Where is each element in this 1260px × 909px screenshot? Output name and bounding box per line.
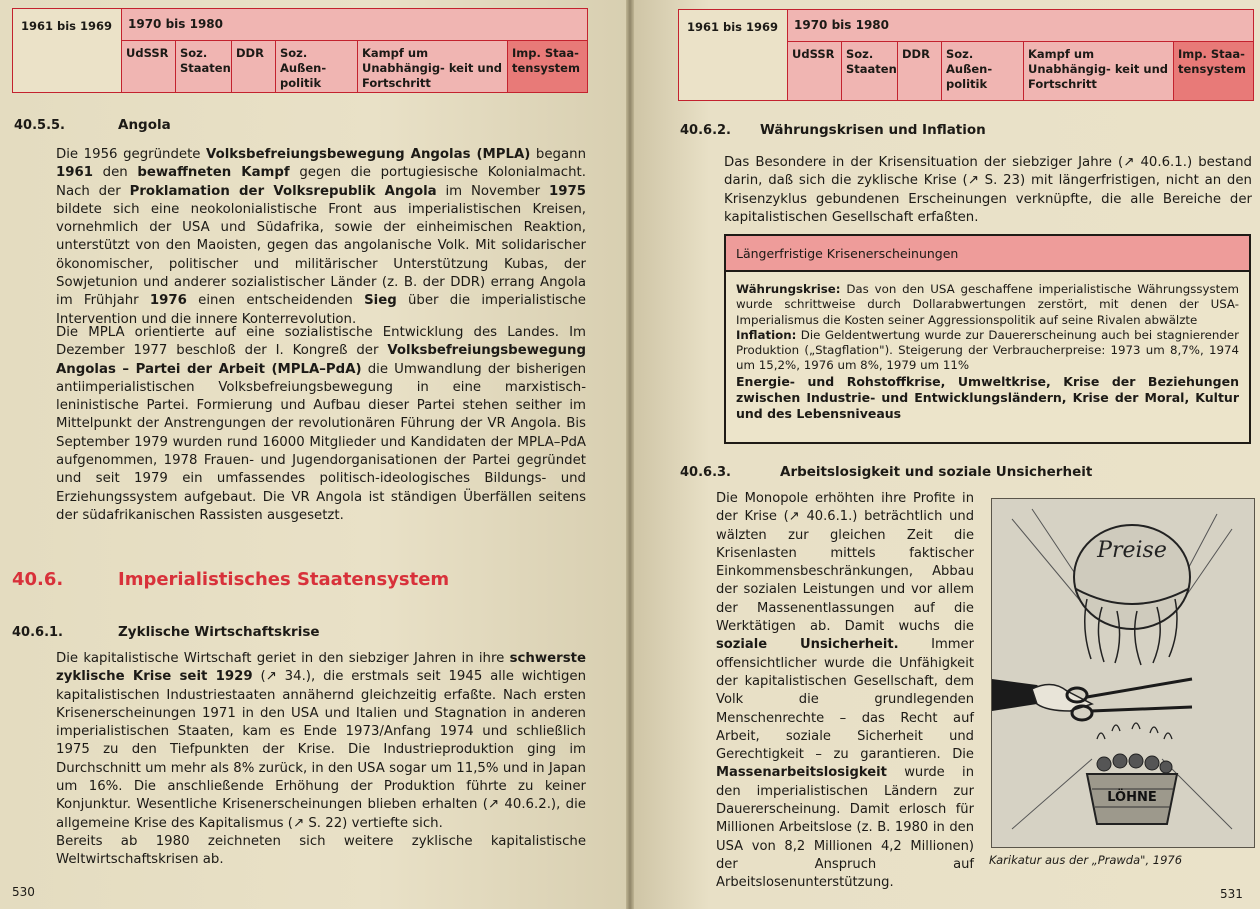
col-kampf: Kampf um Unabhängig- keit und Fortschritt <box>358 41 508 92</box>
book-gutter <box>626 0 634 909</box>
svg-text:LÖHNE: LÖHNE <box>1107 790 1157 805</box>
col-soz-staaten: Soz. Staaten <box>176 41 232 92</box>
col-imp-staatensystem: Imp. Staa- tensystem <box>1174 42 1253 100</box>
section-number-40-6-1: 40.6.1. <box>12 625 63 640</box>
paragraph-angola-2: Die MPLA orientierte auf eine sozialistische Entwicklung des Landes. Im Dezember 1977 beschloß der I. Kongreß der Volksbefreiungsbewegung Angolas – Partei der Arbeit (MPLA–PdA) die Umwandlung der bisherigen antiimperialistischen Volksbefreiungsbewegung in eine marxistisch-leninistische Partei. Formierung und Aufbau dieser Partei stehen seither im Mittelpunkt der Anstrengungen der revolutionären Führung der VR Angola. Bis September 1979 wurden rund 16000 Mitglieder und Kandidaten der MPLA–PdA aufgenommen, 1978 Frauen- und Jugendorganisationen der Partei gegründet und seit 1979 ein umfassendes politisch-ideologisches Bildungs- und Erziehungssystem aufgebaut. Die VR Angola ist ständigen Überfällen seitens der südafrikanischen Rassisten ausgesetzt. <box>56 325 586 523</box>
right-page <box>634 0 1260 909</box>
section-title-wirtschaftskrise: Zyklische Wirtschaftskrise <box>118 624 320 640</box>
paragraph-waehrungskrisen: Das Besondere in der Krisensituation der siebziger Jahre (↗ 40.6.1.) bestand darin, daß sich die zyklische Krise (↗ S. 23) mit längerfristigen, nicht an den Krisenzyklus gebundenen Erscheinungen verknüpfte, die alle Bereiche der kapitalistischen Gesellschaft erfaßten. <box>724 155 1252 225</box>
col-soz-aussenpolitik: Soz. Außen- politik <box>942 42 1024 100</box>
col-soz-aussenpolitik: Soz. Außen- politik <box>276 41 358 92</box>
period-1961-1969: 1961 bis 1969 <box>679 10 788 100</box>
left-page <box>0 0 626 909</box>
section-title-waehrungskrisen: Währungskrisen und Inflation <box>760 122 986 138</box>
cartoon-drawing <box>992 499 1254 847</box>
crisis-box <box>724 234 1251 444</box>
timeline-header <box>678 9 1254 101</box>
timeline-header <box>12 8 588 93</box>
section-number-40-6-3: 40.6.3. <box>680 465 731 480</box>
period-1970-1980: 1970 bis 1980 <box>122 9 587 41</box>
page-number: 530 <box>12 885 35 899</box>
paragraph-angola-1: Die 1956 gegründete Volksbefreiungsbewegung Angolas (MPLA) begann 1961 den bewaffneten Kampf gegen die portugiesische Kolonialmacht. Nach der Proklamation der Volksrepublik Angola im November 1975 bildete sich eine neokolonialistische Front aus imperialistischen Kreisen, vornehmlich der USA und Südafrika, sowie der einheimischen Reaktion, unterstützt von den Maoisten, gegen das angolanische Volk. Mit solidarischer ökonomischer, politischer und militärischer Unterstützung Kubas, der Sowjetunion und anderer sozialistischer Länder (z. B. der DDR) errang Angola im Frühjahr 1976 einen entscheidenden Sieg über die imperialistische Intervention und die innere Konterrevolution. <box>56 147 587 327</box>
col-ddr: DDR <box>898 42 942 100</box>
page-number: 531 <box>1220 887 1243 901</box>
paragraph-arbeitslosigkeit: Die Monopole erhöhten ihre Profite in der Krise (↗ 40.6.1.) beträchtlich und wälzten zur gleichen Zeit die Krisenlasten mittels faktischer Einkommensbeschränkungen, Abbau der sozialen Leistungen und vor allem der Massenentlassungen auf die Werktätigen ab. Damit wuchs die soziale Unsicherheit. Immer offensichtlicher wurde die Unfähigkeit der kapitalistischen Gesellschaft, dem Volk die grundlegenden Menschenrechte – das Recht auf Arbeit, soziale Sicherheit und Gerechtigkeit – zu garantieren. Die Massenarbeitslosigkeit wurde in den imperialistischen Ländern zur Dauererscheinung. Damit erlosch für Millionen Arbeitslose (z. B. 1980 in den USA von 8,2 Millionen 4,2 Millionen) der Anspruch auf Arbeitslosenunterstützung. <box>716 491 974 891</box>
section-number-40-6: 40.6. <box>12 569 64 590</box>
period-1970-1980: 1970 bis 1980 <box>788 10 1253 42</box>
crisis-box-body: Währungskrise: Das von den USA geschaffene imperialistische Währungssystem wurde schrittweise durch Dollarabwertungen zerstört, mit denen der USA-Imperialismus die Kosten seiner Aggressionspolitik auf seine Rivalen abwälzte Inflation: Die Geldentwertung wurde zur Dauererscheinung auch bei stagnierender Produktion („Stagflation"). Steigerung der Verbraucherpreise: 1973 um 8,7%, 1974 um 15,2%, 1976 um 8%, 1979 um 11% Energie- und Rohstoffkrise, Umweltkrise, Krise der Beziehungen zwischen Industrie- und Entwicklungsländern, Krise der Moral, Kultur und des Lebensniveaus <box>736 282 1239 421</box>
col-soz-staaten: Soz. Staaten <box>842 42 898 100</box>
col-ddr: DDR <box>232 41 276 92</box>
section-title-arbeitslosigkeit: Arbeitslosigkeit und soziale Unsicherheit <box>780 464 1093 480</box>
col-udssr: UdSSR <box>122 41 176 92</box>
col-kampf: Kampf um Unabhängig- keit und Fortschritt <box>1024 42 1174 100</box>
cartoon-caption: Karikatur aus der „Prawda", 1976 <box>989 853 1183 867</box>
section-number: 40.5.5. <box>14 118 65 133</box>
crisis-box-title: Längerfristige Krisenerscheinungen <box>726 236 1249 272</box>
period-1961-1969: 1961 bis 1969 <box>13 9 122 92</box>
svg-text:Preise: Preise <box>1097 538 1167 563</box>
col-udssr: UdSSR <box>788 42 842 100</box>
col-imp-staatensystem: Imp. Staa- tensystem <box>508 41 587 92</box>
paragraph-wirtschaftskrise: Die kapitalistische Wirtschaft geriet in den siebziger Jahren in ihre schwerste zyklische Krise seit 1929 (↗ 34.), die erstmals seit 1945 alle wichtigen kapitalistischen Industriestaaten annähernd gleichzeitig erfaßte. Nach ersten Krisenerscheinungen 1971 in den USA und Italien und Stagnation in anderen imperialistischen Staaten, kam es Ende 1973/Anfang 1974 und schließlich 1975 zu den Tiefpunkten der Krise. Die Industrieproduktion ging im Durchschnitt um mehr als 8% zurück, in den USA sogar um 11,5% und in Japan um 16%. Die anschließende Erhöhung der Produktion führte zu keiner Konjunktur. Wesentliche Krisenerscheinungen blieben erhalten (↗ 40.6.2.), die allgemeine Krise des Kapitalismus (↗ S. 22) vertiefte sich. Bereits ab 1980 zeichneten sich weitere zyklische kapitalistische Weltwirtschaftskrisen ab. <box>56 651 586 868</box>
section-title-staatensystem: Imperialistisches Staatensystem <box>118 569 450 590</box>
cartoon-image <box>991 498 1255 848</box>
section-number-40-6-2: 40.6.2. <box>680 123 731 138</box>
section-title-angola: Angola <box>118 117 171 133</box>
